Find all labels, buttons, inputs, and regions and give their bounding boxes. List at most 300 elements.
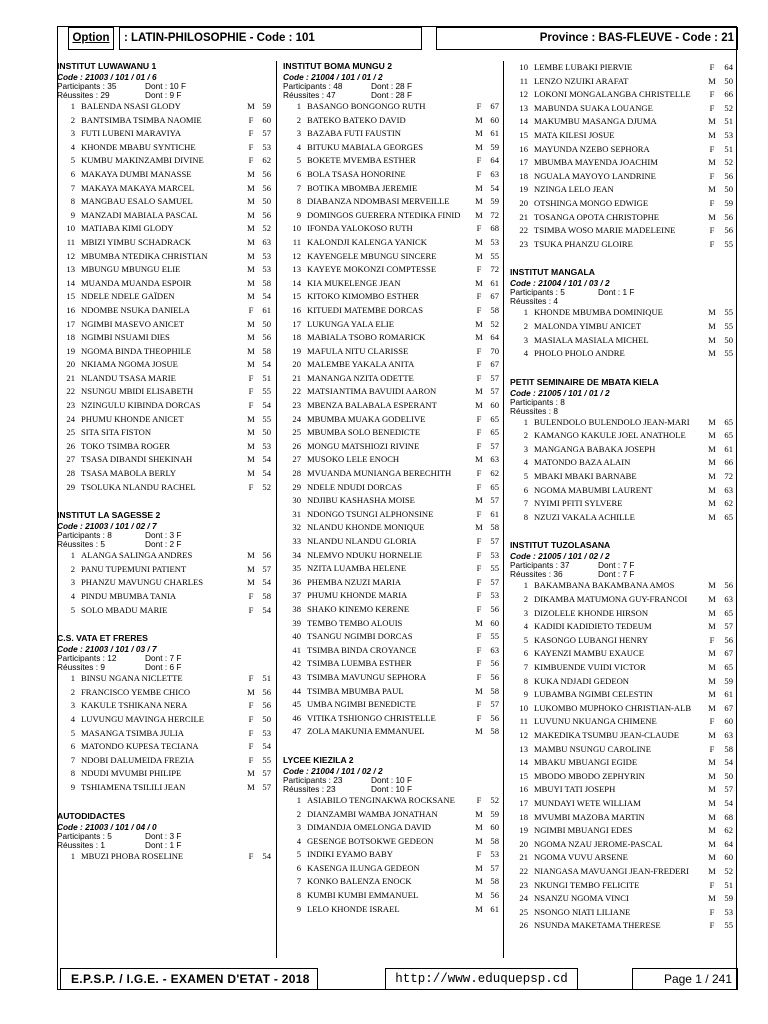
- candidate-row: [510, 851, 737, 865]
- candidate-sex: M: [708, 307, 716, 318]
- candidate-name: BOKETE MVEMBA ESTHER: [307, 155, 416, 166]
- candidate-name: NSUNDA MAKETAMA THERESE: [534, 920, 661, 931]
- candidate-number: 11: [519, 716, 528, 727]
- candidate-number: 9: [70, 209, 75, 220]
- candidate-number: 18: [66, 332, 75, 343]
- candidate-name: VITIKA TSHIONGO CHRISTELLE: [307, 712, 436, 723]
- candidate-score: 60: [724, 716, 733, 727]
- candidate-name: MBAKI MBAKI BARNABE: [534, 471, 637, 482]
- candidate-sex: M: [247, 686, 255, 697]
- candidate-number: 3: [296, 128, 301, 139]
- candidate-score: 53: [262, 440, 271, 451]
- candidate-score: 61: [262, 304, 271, 315]
- candidate-name: KUKA NDJADI GEDEON: [534, 675, 630, 686]
- candidate-row: [57, 426, 274, 440]
- candidate-row: [57, 168, 274, 182]
- province-label: Province : BAS-FLEUVE - Code : 21: [436, 27, 738, 50]
- candidate-number: 18: [519, 811, 528, 822]
- candidate-name: NGOMA MABUMBI LAURENT: [534, 484, 653, 495]
- candidate-name: FUTI LUBENI MARAVIYA: [81, 128, 182, 139]
- candidate-sex: F: [476, 508, 482, 519]
- candidate-row: [510, 892, 737, 906]
- candidate-number: 2: [70, 563, 75, 574]
- candidate-number: 42: [292, 658, 301, 669]
- candidate-score: 53: [262, 141, 271, 152]
- candidate-row: [283, 835, 501, 849]
- candidate-row: [510, 238, 737, 252]
- candidate-score: 57: [490, 862, 499, 873]
- candidate-name: BOLA TSASA HONORINE: [307, 168, 406, 179]
- candidate-name: KITOKO KIMOMBO ESTHER: [307, 291, 420, 302]
- page-number: Page 1 / 241: [632, 968, 738, 990]
- candidate-sex: F: [476, 658, 482, 669]
- candidate-name: MASANGA TSIMBA JULIA: [81, 727, 184, 738]
- candidate-score: 54: [262, 359, 271, 370]
- candidate-row: [283, 100, 501, 114]
- candidate-row: [57, 713, 274, 727]
- candidate-score: 51: [262, 673, 271, 684]
- candidate-number: 24: [292, 413, 301, 424]
- candidate-sex: M: [475, 277, 483, 288]
- candidate-name: NZITA LUAMBA HELENE: [307, 563, 407, 574]
- candidate-row: [283, 589, 501, 603]
- candidate-sex: M: [247, 550, 255, 561]
- candidate-name: MBUMBA SOLO BENEDICTE: [307, 427, 421, 438]
- candidate-row: [283, 399, 501, 413]
- candidate-sex: F: [709, 102, 715, 113]
- candidate-row: [283, 889, 501, 903]
- candidate-number: 4: [70, 591, 75, 601]
- candidate-sex: F: [476, 603, 482, 614]
- candidate-number: 3: [523, 334, 528, 345]
- candidate-row: [283, 426, 501, 440]
- candidate-sex: M: [475, 890, 483, 901]
- candidate-name: TSASA MABOLA BERLY: [81, 468, 177, 479]
- candidate-score: 52: [490, 794, 499, 805]
- participants-female-count: Dont : 1 F: [598, 287, 635, 298]
- candidate-row: [283, 385, 501, 399]
- candidate-number: 18: [519, 170, 528, 181]
- candidate-row: [57, 549, 274, 563]
- candidate-name: MBENZA BALABALA ESPERANT: [307, 400, 437, 411]
- school-code: Code : 21003 / 101 / 04 / 0: [57, 821, 157, 832]
- candidate-sex: M: [708, 838, 716, 849]
- candidate-row: [57, 331, 274, 345]
- reussites-count: Réussites : 4: [510, 296, 558, 307]
- candidate-name: KUMBU MAKINZAMBI DIVINE: [81, 155, 204, 166]
- candidate-name: TSANGU NGIMBI DORCAS: [307, 631, 413, 642]
- candidate-sex: F: [709, 879, 715, 890]
- candidate-score: 56: [262, 182, 271, 193]
- candidate-name: KAMANGO KAKULE JOEL ANATHOLE: [534, 430, 686, 441]
- candidate-name: NDELE NDELE GAÏDEN: [81, 291, 175, 302]
- results-column-3: [510, 61, 737, 933]
- candidate-number: 17: [519, 157, 528, 168]
- candidate-score: 57: [490, 576, 499, 587]
- candidate-row: [510, 919, 737, 933]
- candidate-score: 63: [262, 236, 271, 247]
- candidate-number: 15: [519, 129, 528, 140]
- candidate-name: KUMBI KUMBI EMMANUEL: [307, 890, 419, 901]
- candidate-sex: M: [708, 498, 716, 509]
- candidate-sex: M: [475, 141, 483, 152]
- candidate-sex: M: [475, 685, 483, 696]
- candidate-name: KIA MUKELENGE JEAN: [307, 277, 401, 288]
- candidate-name: TSIMBA BINDA CROYANCE: [307, 644, 417, 655]
- candidate-name: GESENGE BOTSOKWE GEDEON: [307, 835, 434, 846]
- candidate-score: 61: [490, 128, 499, 139]
- candidate-number: 28: [292, 468, 301, 479]
- candidate-sex: M: [708, 116, 716, 127]
- candidate-row: [510, 456, 737, 470]
- candidate-score: 53: [262, 250, 271, 261]
- candidate-score: 58: [724, 743, 733, 754]
- candidate-row: [283, 848, 501, 862]
- candidate-row: [57, 727, 274, 741]
- candidate-number: 7: [296, 876, 301, 887]
- candidate-name: TEMBO TEMBO ALOUIS: [307, 617, 403, 628]
- candidate-score: 67: [490, 291, 499, 302]
- candidate-row: [57, 290, 274, 304]
- candidate-sex: F: [709, 89, 715, 100]
- candidate-score: 56: [724, 225, 733, 236]
- candidate-score: 65: [490, 481, 499, 492]
- candidate-score: 58: [262, 345, 271, 356]
- candidate-row: [283, 508, 501, 522]
- candidate-sex: M: [708, 702, 716, 713]
- candidate-number: 17: [66, 318, 75, 329]
- candidate-row: [283, 794, 501, 808]
- candidate-score: 65: [724, 430, 733, 441]
- candidate-name: MAYUNDA NZEBO SEPHORA: [534, 143, 650, 154]
- candidate-number: 22: [292, 386, 301, 397]
- candidate-number: 24: [519, 893, 528, 904]
- candidate-row: [510, 770, 737, 784]
- candidate-number: 19: [519, 184, 528, 195]
- candidate-number: 26: [292, 440, 301, 451]
- candidate-row: [283, 413, 501, 427]
- candidate-row: [283, 603, 501, 617]
- candidate-row: [283, 440, 501, 454]
- candidate-score: 50: [724, 75, 733, 86]
- candidate-number: 1: [70, 101, 75, 111]
- candidate-score: 54: [262, 850, 271, 861]
- candidate-score: 55: [490, 250, 499, 261]
- candidate-sex: M: [475, 454, 483, 465]
- results-column-1: [57, 61, 274, 863]
- candidate-score: 57: [262, 781, 271, 792]
- candidate-sex: M: [708, 457, 716, 468]
- candidate-sex: M: [708, 484, 716, 495]
- candidate-score: 57: [490, 440, 499, 451]
- candidate-score: 52: [262, 223, 271, 234]
- participants-count: Participants : 48: [283, 81, 343, 91]
- candidate-number: 31: [292, 508, 301, 519]
- candidate-number: 2: [70, 686, 75, 697]
- candidate-name: KONKO BALENZA ENOCK: [307, 876, 412, 887]
- candidate-sex: M: [247, 427, 255, 438]
- candidate-sex: M: [708, 511, 716, 522]
- candidate-score: 65: [724, 607, 733, 618]
- candidate-score: 51: [724, 143, 733, 154]
- candidate-number: 29: [292, 481, 301, 492]
- candidate-name: MAFULA NITU CLARISSE: [307, 345, 409, 356]
- reussites-count: Réussites : 8: [510, 405, 558, 416]
- candidate-row: [283, 250, 501, 264]
- candidate-name: NGIMBI NSUAMI DIES: [81, 332, 170, 343]
- candidate-number: 24: [66, 413, 75, 424]
- candidate-row: [283, 903, 501, 917]
- school-name: LYCEE KIEZILA 2: [283, 754, 354, 765]
- candidate-row: [57, 850, 274, 864]
- candidate-number: 6: [523, 484, 528, 495]
- candidate-score: 68: [490, 223, 499, 234]
- candidate-score: 62: [490, 468, 499, 479]
- candidate-score: 72: [490, 264, 499, 275]
- candidate-score: 64: [724, 62, 733, 72]
- candidate-number: 43: [292, 671, 301, 682]
- candidate-score: 53: [490, 236, 499, 247]
- candidate-score: 56: [262, 332, 271, 343]
- candidate-row: [57, 481, 274, 495]
- candidate-sex: F: [476, 155, 482, 166]
- school-section: [510, 61, 737, 251]
- candidate-name: BAKAMBANA BAKAMBANA AMOS: [534, 580, 675, 591]
- candidate-score: 56: [724, 634, 733, 645]
- candidate-row: [283, 277, 501, 291]
- candidate-sex: M: [247, 209, 255, 220]
- candidate-row: [510, 743, 737, 757]
- candidate-name: TSIMBA LUEMBA ESTHER: [307, 658, 412, 669]
- candidate-number: 22: [519, 225, 528, 236]
- candidate-sex: M: [708, 662, 716, 672]
- candidate-sex: F: [248, 754, 254, 765]
- candidate-number: 5: [523, 634, 528, 645]
- candidate-number: 5: [70, 727, 75, 738]
- candidate-name: UMBA NGIMBI BENEDICTE: [307, 699, 416, 710]
- candidate-score: 54: [262, 577, 271, 588]
- candidate-row: [510, 320, 737, 334]
- candidate-score: 56: [490, 890, 499, 901]
- candidate-number: 7: [70, 182, 75, 193]
- website-link[interactable]: http://www.eduquepsp.cd: [385, 968, 578, 990]
- candidate-number: 23: [66, 400, 75, 411]
- candidate-score: 58: [490, 522, 499, 533]
- candidate-row: [57, 740, 274, 754]
- candidate-row: [57, 358, 274, 372]
- candidate-name: MUNDAYI WETE WILLIAM: [534, 797, 641, 808]
- candidate-row: [283, 127, 501, 141]
- candidate-score: 65: [724, 416, 733, 427]
- candidate-score: 50: [724, 184, 733, 195]
- candidate-name: LOKONI MONGALANGBA CHRISTELLE: [534, 89, 691, 100]
- candidate-number: 7: [523, 498, 528, 509]
- candidate-name: PANU TUPEMUNI PATIENT: [81, 563, 187, 574]
- candidate-name: LUKUNGA YALA ELIE: [307, 318, 395, 329]
- candidate-row: [510, 183, 737, 197]
- school-code: Code : 21004 / 101 / 01 / 2: [283, 72, 383, 82]
- success-stat: [283, 785, 501, 794]
- candidate-number: 11: [66, 236, 75, 247]
- candidate-number: 16: [292, 304, 301, 315]
- candidate-row: [283, 195, 501, 209]
- candidate-number: 12: [519, 89, 528, 100]
- candidate-name: MBUMBA MUAKA GODELIVE: [307, 413, 426, 424]
- participants-count: Participants : 8: [510, 396, 565, 407]
- candidate-name: MATA KILESI JOSUE: [534, 129, 615, 140]
- participants-count: Participants : 5: [57, 830, 112, 841]
- candidate-row: [510, 61, 737, 75]
- candidate-sex: F: [248, 741, 254, 752]
- candidate-number: 19: [66, 345, 75, 356]
- candidate-number: 8: [70, 768, 75, 779]
- candidate-number: 44: [292, 685, 301, 696]
- school-section: [510, 540, 737, 932]
- candidate-sex: F: [476, 168, 482, 179]
- candidate-sex: M: [475, 726, 483, 737]
- candidate-number: 2: [523, 594, 528, 605]
- candidate-score: 56: [490, 712, 499, 723]
- candidate-row: [57, 304, 274, 318]
- candidate-number: 17: [292, 318, 301, 329]
- candidate-row: [283, 182, 501, 196]
- candidate-row: [283, 236, 501, 250]
- candidate-score: 54: [262, 400, 271, 411]
- candidate-score: 63: [490, 454, 499, 465]
- candidate-number: 8: [523, 511, 528, 522]
- candidate-sex: M: [475, 617, 483, 628]
- candidate-row: [510, 756, 737, 770]
- candidate-number: 1: [70, 550, 75, 561]
- candidate-row: [510, 675, 737, 689]
- candidate-number: 20: [292, 359, 301, 370]
- candidate-sex: F: [476, 671, 482, 682]
- candidate-number: 13: [292, 264, 301, 275]
- candidate-sex: F: [476, 631, 482, 642]
- candidate-sex: M: [708, 211, 716, 222]
- candidate-score: 53: [724, 906, 733, 917]
- candidate-number: 18: [292, 332, 301, 343]
- candidate-name: NKIAMA NGOMA JOSUE: [81, 359, 178, 370]
- candidate-score: 54: [262, 454, 271, 465]
- success-stat: [283, 91, 501, 100]
- option-label: Option: [68, 27, 114, 50]
- candidate-sex: M: [247, 332, 255, 343]
- section-spacer: [57, 795, 274, 811]
- candidate-number: 7: [70, 754, 75, 765]
- candidate-row: [57, 277, 274, 291]
- candidate-name: NDJIBU KASHASHA MOISE: [307, 495, 415, 506]
- candidate-score: 60: [724, 852, 733, 863]
- success-stat: [510, 570, 737, 579]
- candidate-sex: M: [708, 729, 716, 740]
- participants-female-count: Dont : 28 F: [371, 81, 413, 91]
- option-subject: : LATIN-PHILOSOPHIE - Code : 101: [119, 27, 422, 50]
- candidate-sex: M: [247, 101, 255, 111]
- candidate-row: [57, 209, 274, 223]
- candidate-number: 3: [70, 128, 75, 139]
- candidate-row: [283, 154, 501, 168]
- candidate-name: KAYENGELE MBUNGU SINCERE: [307, 250, 437, 261]
- candidate-name: IFONDA YALOKOSO RUTH: [307, 223, 413, 234]
- candidate-sex: M: [475, 495, 483, 506]
- candidate-row: [57, 127, 274, 141]
- candidate-score: 62: [724, 498, 733, 509]
- candidate-score: 64: [724, 838, 733, 849]
- candidate-name: NDOMBE NSUKA DANIELA: [81, 304, 190, 315]
- candidate-number: 15: [66, 291, 75, 302]
- school-section: [57, 633, 274, 794]
- candidate-score: 57: [490, 386, 499, 397]
- candidate-score: 56: [490, 671, 499, 682]
- reussites-count: Réussites : 23: [283, 783, 336, 794]
- candidate-score: 57: [490, 495, 499, 506]
- candidate-sex: F: [248, 700, 254, 711]
- candidate-name: MAKAYA DUMBI MANASSE: [81, 168, 192, 179]
- candidate-sex: M: [475, 209, 483, 220]
- candidate-name: TOKO TSIMBA ROGER: [81, 440, 170, 451]
- candidate-number: 17: [519, 797, 528, 808]
- candidate-name: SHAKO KINEMO KERENE: [307, 603, 410, 614]
- candidate-row: [283, 644, 501, 658]
- candidate-score: 59: [490, 808, 499, 819]
- candidate-sex: M: [475, 114, 483, 125]
- school-name: INSTITUT TUZOLASANA: [510, 540, 611, 551]
- candidate-number: 1: [523, 580, 528, 591]
- candidate-number: 4: [296, 835, 301, 846]
- candidate-sex: M: [708, 129, 716, 140]
- candidate-row: [510, 824, 737, 838]
- candidate-row: [283, 345, 501, 359]
- candidate-sex: M: [708, 784, 716, 795]
- candidate-row: [57, 467, 274, 481]
- candidate-row: [57, 699, 274, 713]
- candidate-score: 50: [262, 427, 271, 438]
- candidate-sex: M: [475, 903, 483, 914]
- reussites-female-count: Dont : 7 F: [598, 569, 635, 580]
- candidate-sex: M: [708, 825, 716, 836]
- candidate-name: LUVUNU NKUANGA CHIMENE: [534, 716, 657, 727]
- candidate-row: [283, 141, 501, 155]
- candidate-sex: F: [476, 712, 482, 723]
- candidate-score: 62: [262, 155, 271, 166]
- candidate-sex: F: [709, 143, 715, 154]
- candidate-score: 51: [724, 879, 733, 890]
- candidate-row: [283, 725, 501, 739]
- candidate-sex: M: [247, 768, 255, 779]
- candidate-sex: M: [708, 675, 716, 686]
- candidate-row: [510, 838, 737, 852]
- column-divider: [276, 61, 277, 958]
- candidate-row: [510, 429, 737, 443]
- candidate-sex: M: [708, 471, 716, 482]
- candidate-sex: F: [476, 101, 482, 111]
- candidate-row: [57, 672, 274, 686]
- candidate-score: 52: [724, 102, 733, 113]
- candidate-name: KAKULE TSHIKANA NERA: [81, 700, 188, 711]
- candidate-score: 59: [262, 101, 271, 111]
- candidate-name: LELO KHONDE ISRAEL: [307, 903, 400, 914]
- school-code: Code : 21005 / 101 / 01 / 2: [510, 387, 610, 398]
- candidate-score: 63: [490, 644, 499, 655]
- candidate-name: NGIMBI MBUANGI EDES: [534, 825, 633, 836]
- candidate-row: [510, 661, 737, 675]
- candidate-number: 10: [292, 223, 301, 234]
- candidate-number: 23: [519, 238, 528, 249]
- candidate-sex: M: [247, 781, 255, 792]
- school-name: PETIT SEMINAIRE DE MBATA KIELA: [510, 376, 659, 387]
- candidate-row: [510, 715, 737, 729]
